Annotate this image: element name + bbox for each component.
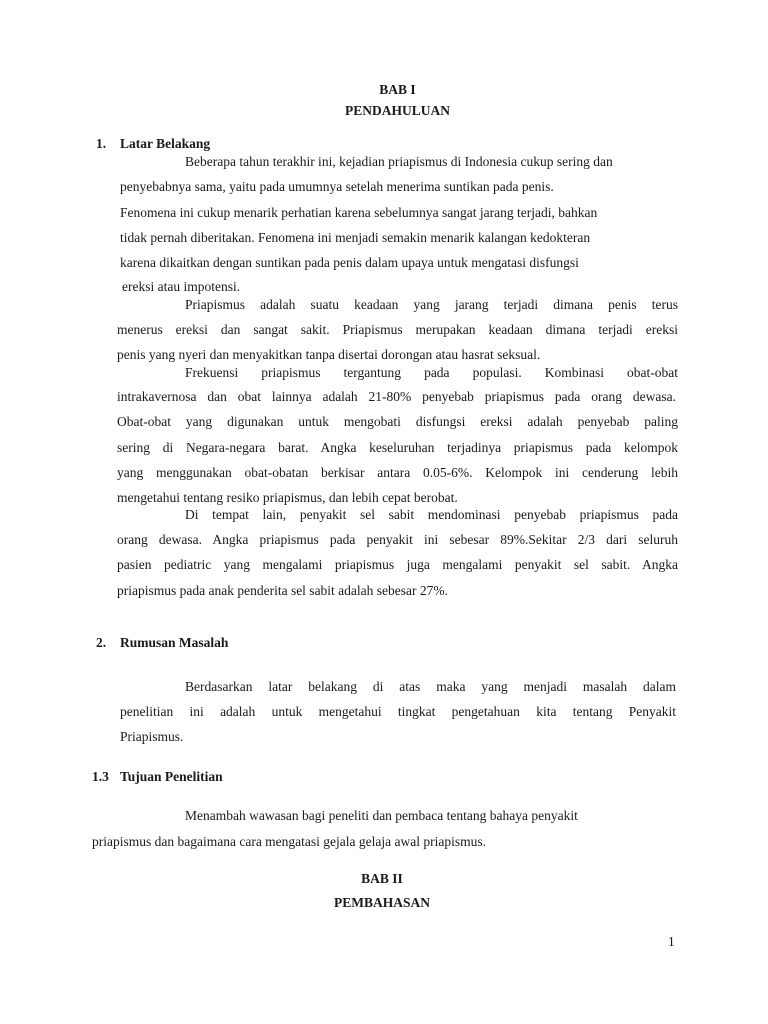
text-line: Di tempat lain, penyakit sel sabit mendominasi penyebab priapismus pada: [185, 507, 678, 522]
text-line: penyebabnya sama, yaitu pada umumnya setelah menerima suntikan pada penis.: [120, 179, 554, 194]
section-number: 2.: [96, 635, 107, 650]
chapter-title: PENDAHULUAN: [344, 103, 450, 118]
text-line: intrakavernosa dan obat lainnya adalah 21-80% penyebab priapismus pada orang dewasa.: [117, 389, 676, 404]
section-heading: Rumusan Masalah: [120, 635, 229, 650]
chapter-label: BAB I: [379, 82, 416, 97]
text-line: priapismus dan bagaimana cara mengatasi gejala gelaja awal priapismus.: [92, 834, 486, 849]
text-line: Priapismus adalah suatu keadaan yang jarang terjadi dimana penis terus: [185, 297, 678, 312]
section-number: 1.3: [92, 769, 109, 784]
text-line: mengetahui tentang resiko priapismus, dan lebih cepat berobat.: [117, 490, 458, 505]
text-line: priapismus pada anak penderita sel sabit adalah sebesar 27%.: [117, 583, 449, 598]
text-line: penis yang nyeri dan menyakitkan tanpa disertai dorongan atau hasrat seksual.: [117, 347, 541, 362]
text-line: Berdasarkan latar belakang di atas maka yang menjadi masalah dalam: [185, 679, 676, 694]
text-line: Obat-obat yang digunakan untuk mengobati disfungsi ereksi adalah penyebab paling: [117, 414, 678, 429]
text-line: tidak pernah diberitakan. Fenomena ini menjadi semakin menarik kalangan kedokteran: [120, 230, 591, 245]
text-line: pasien pediatric yang mengalami priapismus juga mengalami penyakit sel sabit. Angka: [117, 557, 678, 572]
text-line: sering di Negara-negara barat. Angka keseluruhan terjadinya priapismus pada kelompok: [117, 440, 678, 455]
text-line: orang dewasa. Angka priapismus pada penyakit ini sebesar 89%.Sekitar 2/3 dari seluruh: [117, 532, 678, 547]
text-line: menerus ereksi dan sangat sakit. Priapismus merupakan keadaan dimana terjadi ereksi: [117, 322, 678, 337]
text-line: Priapismus.: [120, 729, 184, 744]
text-line: penelitian ini adalah untuk mengetahui tingkat pengetahuan kita tentang Penyakit: [120, 704, 676, 719]
text-line: Menambah wawasan bagi peneliti dan pembaca tentang bahaya penyakit: [185, 808, 578, 823]
page-number: 1: [668, 934, 675, 949]
section-heading: Latar Belakang: [120, 136, 211, 151]
text-line: Fenomena ini cukup menarik perhatian karena sebelumnya sangat jarang terjadi, bahkan: [120, 205, 598, 220]
text-line: karena dikaitkan dengan suntikan pada penis dalam upaya untuk mengatasi disfungsi: [120, 255, 579, 270]
chapter-label: BAB II: [361, 871, 403, 886]
section-number: 1.: [96, 136, 107, 151]
text-line: yang menggunakan obat-obatan berkisar antara 0.05-6%. Kelompok ini cenderung lebih: [117, 465, 678, 480]
text-line: Frekuensi priapismus tergantung pada populasi. Kombinasi obat-obat: [185, 365, 678, 380]
section-heading: Tujuan Penelitian: [120, 769, 223, 784]
text-line: ereksi atau impotensi.: [122, 279, 241, 294]
chapter-title: PEMBAHASAN: [333, 895, 430, 910]
text-line: Beberapa tahun terakhir ini, kejadian priapismus di Indonesia cukup sering dan: [185, 154, 613, 169]
